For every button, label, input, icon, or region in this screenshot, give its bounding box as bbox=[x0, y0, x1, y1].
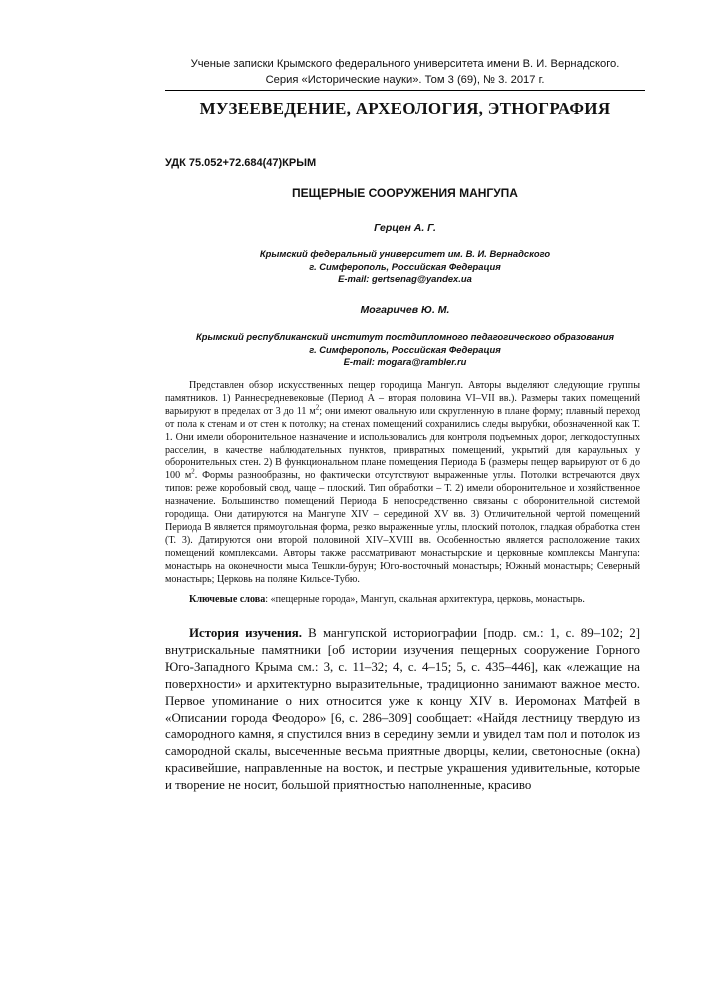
body-paragraph bbox=[165, 625, 640, 794]
abstract bbox=[165, 380, 640, 587]
author-email: E-mail: gertsenag@yandex.ua bbox=[338, 273, 472, 284]
section-title: МУЗЕЕВЕДЕНИЕ, АРХЕОЛОГИЯ, ЭТНОГРАФИЯ bbox=[199, 99, 611, 118]
header-rule bbox=[165, 90, 645, 91]
author-email: E-mail: mogara@rambler.ru bbox=[343, 356, 467, 367]
abstract-text-1: Представлен обзор искусственных пещер городища Мангуп. Авторы выделяют следующие группы памятников. 1) Раннесредневековые (Период А – вторая половина VI–VII вв.). Размеры таких помещений варьируют в пределах от 3 до 11 м bbox=[165, 380, 640, 417]
abstract-superscript-2: 2 bbox=[191, 467, 195, 476]
journal-line-1: Ученые записки Крымского федерального университета имени В. И. Вернадского. bbox=[190, 58, 620, 70]
body-heading: История изучения. bbox=[189, 626, 302, 640]
affiliation-city: г. Симферополь, Российская Федерация bbox=[309, 343, 501, 355]
journal-header bbox=[160, 56, 650, 88]
body-text: В мангупской историографии [подр. см.: 1, с. 89–102; 2] внутрискальные памятники [об истории изучения пещерных сооружение Горного Юго-Западного Крыма см.: 3, с. 11–32; 4, с. 4–15; 5, с. 435–446], как «лежащие на поверхности» и архитектурно выразительные, традиционно занимают важное место. Первое упоминание о них относится уже к концу XIV в. Иеромонах Матфей в «Описании города Феодоро» [6, с. 286–309] сообщает: «Найдя лестницу твердую из самородного камня, я спустился вниз в середину земли и увидел там пол и потолок из самородной скалы, высеченные весьма приятные дворцы, келии, светоносные (окна) красивейшие, направленные на восток, и пестрые украшения удивительные, которые и творение не носит, большой приятностью наполненные, красиво bbox=[165, 626, 640, 793]
udk-code: УДК 75.052+72.684(47)КРЫМ bbox=[165, 157, 317, 169]
affiliation-org: Крымский федеральный университет им. В. И. Вернадского bbox=[259, 248, 551, 259]
author-name-1: Герцен А. Г. bbox=[374, 222, 436, 234]
keywords-label: Ключевые слова bbox=[189, 594, 266, 605]
article-title: ПЕЩЕРНЫЕ СООРУЖЕНИЯ МАНГУПА bbox=[292, 186, 518, 200]
abstract-text-3: . Формы разнообразны, но фактически отсутствуют выраженные углы. Потолки встречаются двух типов: реже коробовый свод, чаще – плоский. Тип обработки – Т. 2) имели оборонительное и хозяйственное назначение. Большинство помещений Периода Б непосредственно связаны с оборонительной системой городища. Они датируются на Мангупе XIV – серединой XV вв. 3) Отличительной чертой помещений Периода В является прямоугольная форма, резко выраженные углы, плоский потолок, гладкая обработка стен (Т. 3). Датируются они второй половиной XIV–XVIII вв. Особенностью является расположение таких помещений комплексами. Авторы также рассматривают монастырские и церковные комплексы Мангупа: монастырь на оконечности мыса Тешкли-бурун; Юго-восточный монастырь; Южный монастырь; Северный монастырь; Церковь на поляне Кильсе-Тубю. bbox=[165, 470, 640, 585]
author-name-2: Могаричев Ю. М. bbox=[360, 304, 450, 316]
keywords-text: : «пещерные города», Мангуп, скальная архитектура, церковь, монастырь. bbox=[265, 594, 585, 605]
affiliation-city: г. Симферополь, Российская Федерация bbox=[309, 260, 501, 272]
journal-line-2: Серия «Исторические науки». Том 3 (69), № 3. 2017 г. bbox=[265, 74, 545, 86]
affiliation-org: Крымский республиканский институт постдипломного педагогического образования bbox=[195, 331, 615, 342]
author-affiliation-2 bbox=[165, 331, 645, 369]
abstract-text-2: ; они имеют овальную или скругленную в плане форму; плавный переход от пола к стенам и от стен к потолку; на стенах помещений сохранились следы вырубки, обозначенной как Т. 1. Они имели оборонительное назначение и использовались для контроля подъемных дорог, легкодоступных расселин, в качестве наблюдательных пунктов, привратных помещений, укрытий для караульных у оборонительных стен. 2) В функциональном плане помещения Периода Б (размеры пещер варьируют от 6 до 100 м bbox=[165, 405, 640, 482]
abstract-superscript-1: 2 bbox=[315, 403, 320, 412]
keywords bbox=[165, 594, 640, 607]
author-affiliation-1 bbox=[165, 248, 645, 286]
